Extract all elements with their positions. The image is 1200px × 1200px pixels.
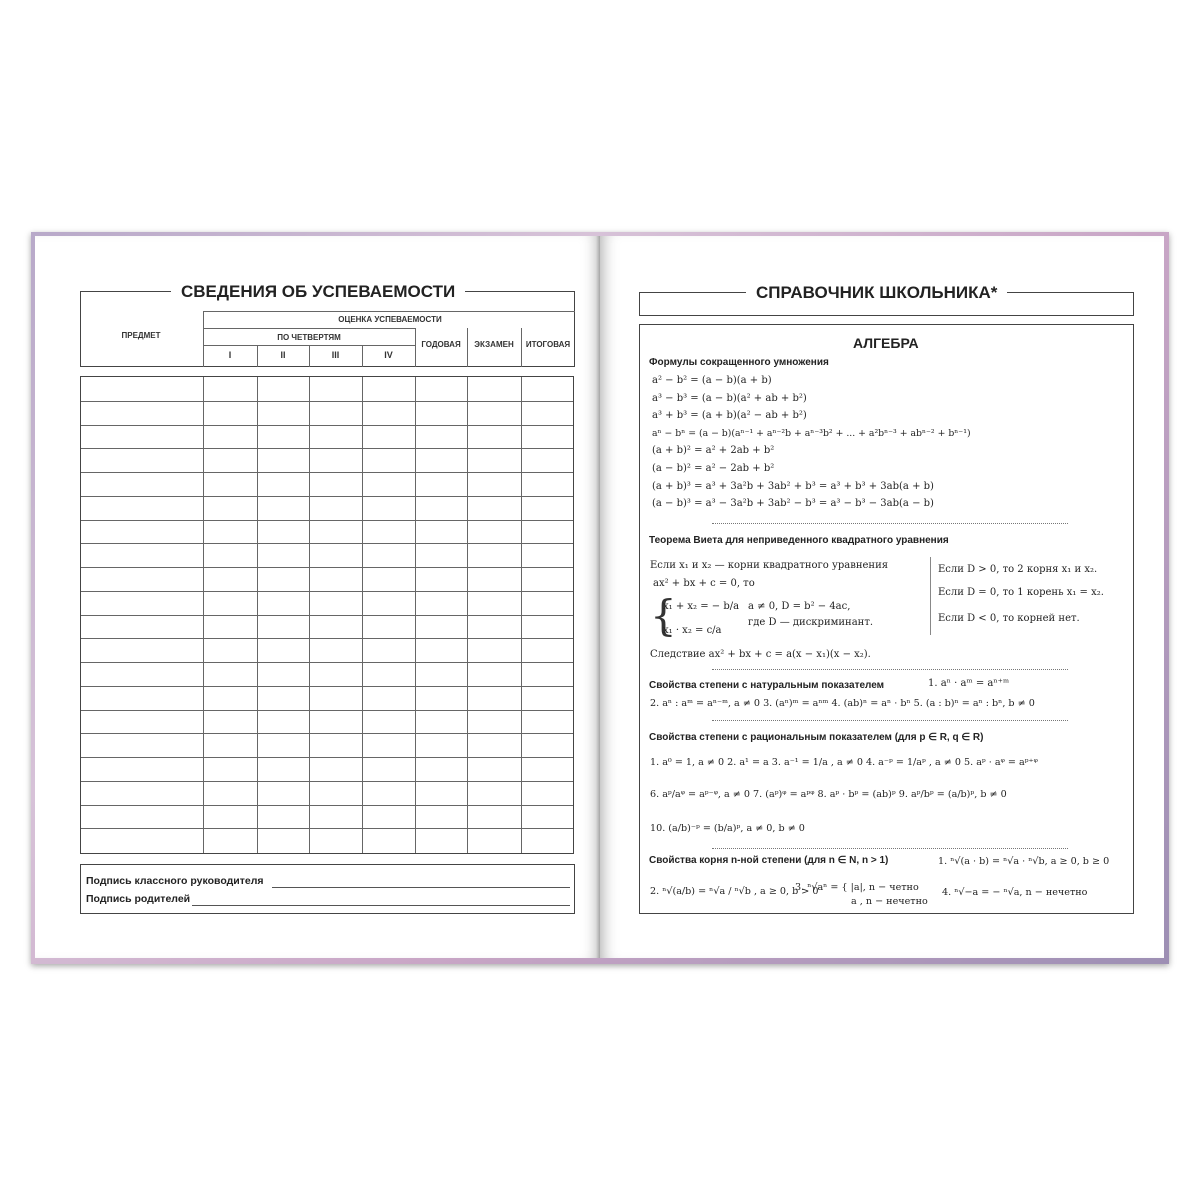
grid-column-line bbox=[257, 377, 258, 853]
header-rule-grades bbox=[203, 311, 575, 312]
vieta-condition-2: где D — дискриминант. bbox=[748, 617, 874, 628]
teacher-signature-line[interactable] bbox=[272, 887, 570, 888]
parents-signature-label: Подпись родителей bbox=[86, 893, 191, 905]
grid-row-line bbox=[81, 686, 573, 687]
root-property-3b: a , n − нечетно bbox=[851, 896, 928, 907]
section-title-vieta: Теорема Виета для неприведенного квадратного уравнения bbox=[649, 535, 949, 546]
header-q3: III bbox=[331, 350, 340, 360]
separator bbox=[712, 720, 1068, 721]
left-page-title: СВЕДЕНИЯ ОБ УСПЕВАЕМОСТИ bbox=[171, 282, 465, 302]
header-quarters: ПО ЧЕТВЕРТЯМ bbox=[277, 333, 341, 342]
header-q1: I bbox=[228, 350, 232, 360]
header-subject: ПРЕДМЕТ bbox=[121, 331, 161, 340]
discriminant-zero: Если D = 0, то 1 корень x₁ = x₂. bbox=[938, 587, 1104, 598]
grades-grid[interactable] bbox=[80, 376, 574, 854]
grid-row-line bbox=[81, 662, 573, 663]
header-q4: IV bbox=[384, 350, 393, 360]
grid-column-line bbox=[362, 377, 363, 853]
multiplication-formula: aⁿ − bⁿ = (a − b)(aⁿ⁻¹ + aⁿ⁻²b + aⁿ⁻³b² + ... + a²bⁿ⁻³ + abⁿ⁻² + bⁿ⁻¹) bbox=[652, 427, 971, 439]
vieta-consequence: Следствие ax² + bx + c = a(x − x₁)(x − x₂). bbox=[650, 649, 871, 660]
grid-row-line bbox=[81, 496, 573, 497]
signature-box bbox=[80, 864, 575, 914]
rational-power-line3: 10. (a/b)⁻ᵖ = (b/a)ᵖ, a ≠ 0, b ≠ 0 bbox=[650, 823, 805, 834]
vieta-condition-1: a ≠ 0, D = b² − 4ac, bbox=[748, 601, 851, 612]
vieta-product: x₁ · x₂ = c/a bbox=[663, 625, 722, 636]
right-page-title: СПРАВОЧНИК ШКОЛЬНИКА* bbox=[746, 283, 1007, 303]
separator bbox=[712, 523, 1068, 524]
section-title-rational-power: Свойства степени с рациональным показателем (для p ∈ R, q ∈ R) bbox=[649, 732, 984, 743]
multiplication-formula: a² − b² = (a − b)(a + b) bbox=[652, 375, 772, 386]
grid-row-line bbox=[81, 733, 573, 734]
grid-row-line bbox=[81, 543, 573, 544]
grid-column-line bbox=[521, 377, 522, 853]
grid-row-line bbox=[81, 828, 573, 829]
vieta-intro-1: Если x₁ и x₂ — корни квадратного уравнения bbox=[650, 560, 889, 571]
discriminant-positive: Если D > 0, то 2 корня x₁ и x₂. bbox=[938, 564, 1098, 575]
grid-row-line bbox=[81, 615, 573, 616]
natural-power-line2: 2. aⁿ : aᵐ = aⁿ⁻ᵐ, a ≠ 0 3. (aⁿ)ᵐ = aⁿᵐ 4. (ab)ⁿ = aⁿ · bⁿ 5. (a : b)ⁿ = aⁿ : bⁿ, b ≠ 0 bbox=[650, 698, 1035, 709]
multiplication-formula: a³ + b³ = (a + b)(a² − ab + b²) bbox=[652, 410, 807, 422]
grid-column-line bbox=[467, 377, 468, 853]
root-property-1: 1. ⁿ√(a · b) = ⁿ√a · ⁿ√b, a ≥ 0, b ≥ 0 bbox=[938, 856, 1110, 867]
grid-row-line bbox=[81, 425, 573, 426]
system-brace: { bbox=[650, 591, 677, 640]
multiplication-formula: (a − b)³ = a³ − 3a²b + 3ab² − b³ = a³ − b³ − 3ab(a − b) bbox=[652, 498, 934, 510]
grid-row-line bbox=[81, 567, 573, 568]
grid-row-line bbox=[81, 757, 573, 758]
multiplication-formula: (a + b)³ = a³ + 3a²b + 3ab² + b³ = a³ + b³ + 3ab(a + b) bbox=[652, 480, 934, 492]
header-annual: ГОДОВАЯ bbox=[421, 340, 461, 349]
discriminant-negative: Если D < 0, то корней нет. bbox=[938, 613, 1080, 624]
grid-row-line bbox=[81, 401, 573, 402]
grid-row-line bbox=[81, 520, 573, 521]
section-title-multiplication: Формулы сокращенного умножения bbox=[649, 357, 829, 368]
natural-power-f1: 1. aⁿ · aᵐ = aⁿ⁺ᵐ bbox=[928, 678, 1010, 689]
separator bbox=[712, 669, 1068, 670]
vieta-intro-2: ax² + bx + c = 0, то bbox=[653, 578, 755, 589]
grid-row-line bbox=[81, 472, 573, 473]
separator bbox=[712, 848, 1068, 849]
multiplication-formula: a³ − b³ = (a − b)(a² + ab + b²) bbox=[652, 392, 807, 404]
section-title-natural-power: Свойства степени с натуральным показателем bbox=[649, 680, 885, 691]
grid-row-line bbox=[81, 448, 573, 449]
grid-row-line bbox=[81, 710, 573, 711]
grid-column-line bbox=[309, 377, 310, 853]
header-q2: II bbox=[280, 350, 286, 360]
algebra-heading: АЛГЕБРА bbox=[853, 335, 919, 351]
header-rule-quarters bbox=[203, 328, 415, 329]
multiplication-formula: (a − b)² = a² − 2ab + b² bbox=[652, 463, 775, 474]
teacher-signature-label: Подпись классного руководителя bbox=[86, 875, 264, 887]
parents-signature-line[interactable] bbox=[192, 905, 570, 906]
grid-row-line bbox=[81, 591, 573, 592]
grid-row-line bbox=[81, 781, 573, 782]
root-property-3a: 3. ⁿ√aⁿ = { |a|, n − четно bbox=[795, 882, 919, 893]
vieta-sum: x₁ + x₂ = − b/a bbox=[663, 601, 740, 612]
grid-row-line bbox=[81, 805, 573, 806]
multiplication-formula: (a + b)² = a² + 2ab + b² bbox=[652, 445, 775, 457]
root-property-2: 2. ⁿ√(a/b) = ⁿ√a / ⁿ√b , a ≥ 0, b > 0 bbox=[650, 886, 819, 897]
rational-power-line1: 1. a⁰ = 1, a ≠ 0 2. a¹ = a 3. a⁻¹ = 1/a , a ≠ 0 4. a⁻ᵖ = 1/aᵖ , a ≠ 0 5. aᵖ · aᵠ = aᵖ⁺ᵠ bbox=[650, 757, 1038, 768]
header-grades: ОЦЕНКА УСПЕВАЕМОСТИ bbox=[338, 315, 442, 324]
section-title-roots: Свойства корня n-ной степени (для n ∈ N, n > 1) bbox=[649, 855, 889, 866]
grid-row-line bbox=[81, 638, 573, 639]
header-final: ИТОГОВАЯ bbox=[525, 340, 571, 349]
grid-column-line bbox=[203, 377, 204, 853]
header-exam: ЭКЗАМЕН bbox=[474, 340, 514, 349]
grid-column-line bbox=[415, 377, 416, 853]
root-property-4: 4. ⁿ√−a = − ⁿ√a, n − нечетно bbox=[942, 887, 1088, 898]
rational-power-line2: 6. aᵖ/aᵠ = aᵖ⁻ᵠ, a ≠ 0 7. (aᵖ)ᵠ = aᵖᵠ 8. aᵖ · bᵖ = (ab)ᵖ 9. aᵖ/bᵖ = (a/b)ᵖ, b ≠ 0 bbox=[650, 789, 1007, 800]
vieta-divider bbox=[930, 557, 931, 635]
